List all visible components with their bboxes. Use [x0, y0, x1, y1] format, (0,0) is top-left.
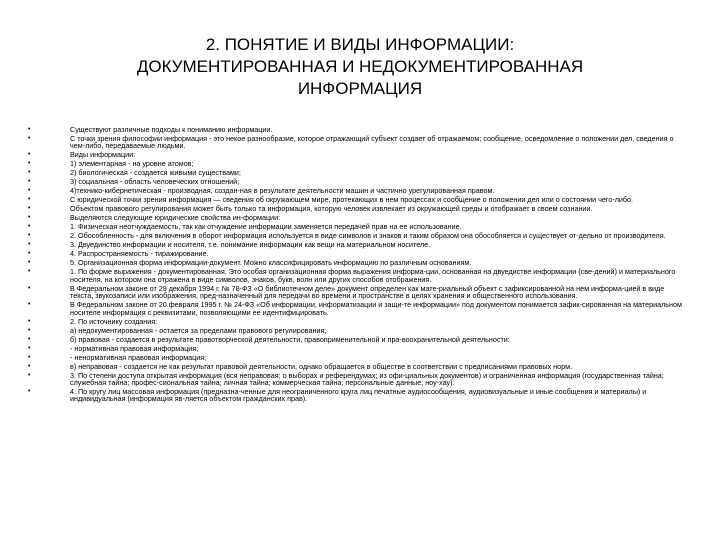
bullet-item: • Выделяются следующие юридические свойства ин-формации: — [28, 214, 684, 221]
bullet-item: • 3) социальная - область человеческих отношений; — [28, 178, 684, 185]
bullet-item: • 1) элементарная - на уровне атомов; — [28, 160, 684, 167]
bullet-item: • 2. Обособленность - для включения в оборот информация используется в виде символов и знаков и таким образом она обособляется и существует от-дельно от производителя. — [28, 232, 684, 239]
bullet-item: • 1. Физическая неотчуждаемость, так как отчуждение информации заменяется передачей прав на ее использование. — [28, 223, 684, 230]
bullet-item: • В Федеральном законе от 29 декабря 1994 г. № 78-ФЗ «О библиотечном деле» документ определен как мате-риальный объект с зафиксированной на нем информа-цией в виде текста, звукозаписи или изображения, пред-назначенный для передачи во времени и пространстве в целях хранения и общественного использования. — [28, 285, 684, 300]
bullet-item: • В Федеральном законе от 20 февраля 1995 г. № 24-ФЗ «Об информации, информатизации и защи-те информации» под документом понимается зафик-сированная на материальном носителе информация с реквизитами, позволяющими ее идентифицировать. — [28, 301, 684, 316]
title-line: ИНФОРМАЦИЯ — [297, 79, 423, 98]
bullet-item: • 4. По кругу лиц массовая информация (предназна-ченные для неограниченного круга лиц печатные аудиосообщения, аудиовизуальные и иные сообщения и материалы) и индивидуальная (информация яв-ляется объектом гражданских прав). — [28, 388, 684, 403]
bullet-item: • 4. Распространяемость - тиражирование. — [28, 250, 684, 257]
bullet-item: • 4)технико-кибернетическая - производная, создан-ная в результате деятельности машин и частично урегулированная правом. — [28, 187, 684, 194]
bullet-item: • - ненормативная правовая информация; — [28, 354, 684, 361]
bullet-item: • 5. Организационная форма информации-документ. Можно классифицировать информацию по различным основаниям. — [28, 259, 684, 266]
bullet-item: • б) правовая - создается в результате правотворческой деятельности, правоприменительной и пра-воохранительной деятельности: — [28, 336, 684, 343]
bullet-item: • - нормативная правовая информация; — [28, 345, 684, 352]
bullet-item: • 3. По степени доступа открытая информация (вся неправовая; о выборах и референдумах; из офи-циальных документов) и ограниченная информация (государственная тайна; служебная тайна; профес-сиональная тайна; личная тайна; коммерческая тайна; персональные данные; ноу-хау). — [28, 372, 684, 387]
bullet-item: • 1. По форме выражения - документированная. Это особая организационная форма выражения информа-ции, основанная на двуедистве информации (све-дений) и материального носителя, на котором она отражена в виде символов, знаков, букв, волн или других способов отображения. — [28, 268, 684, 283]
bullet-item: • 3. Двуединство информации и носителя, т.е. понимание информации как вещи на материальном носителе. — [28, 241, 684, 248]
bullet-item: • а) недокументированная - остается за пределами правового регулирования; — [28, 327, 684, 334]
bullet-item: • Существуют различные подходы к пониманию информации. — [28, 126, 684, 133]
bullet-item: • Виды информации: — [28, 151, 684, 158]
title-line: 2. ПОНЯТИЕ И ВИДЫ ИНФОРМАЦИИ: — [205, 35, 515, 54]
bullet-item: • 2) биологическая - создается живыми существами; — [28, 169, 684, 176]
bullet-list — [28, 126, 684, 404]
title-line: ДОКУМЕНТИРОВАННАЯ И НЕДОКУМЕНТИРОВАННАЯ — [136, 57, 584, 76]
bullet-item: • Объектом правового регулирования может быть только та информация, которую человек извлекает из окружающей среды и отображает в своем сознании. — [28, 205, 684, 212]
bullet-item: • 2. По источнику создания: — [28, 318, 684, 325]
bullet-item: • С юридической точки зрения информация — сведения об окружающем мире, протекающих в нем процессах и сообщение о положении дел или о состоянии чего-либо. — [28, 196, 684, 203]
slide-title — [60, 34, 660, 100]
bullet-item: • в) неправовая - создается не как результат правовой деятельности, однако обращается в обществе в соответствии с предписаниями правовых норм. — [28, 363, 684, 370]
bullet-item: • С точки зрения философии информация - это некое разнообразие, которое отражающий субъект создает об отражаемом; сообщение, осведомление о положении дел, сведения о чем-либо, передаваемые людьми. — [28, 135, 684, 150]
